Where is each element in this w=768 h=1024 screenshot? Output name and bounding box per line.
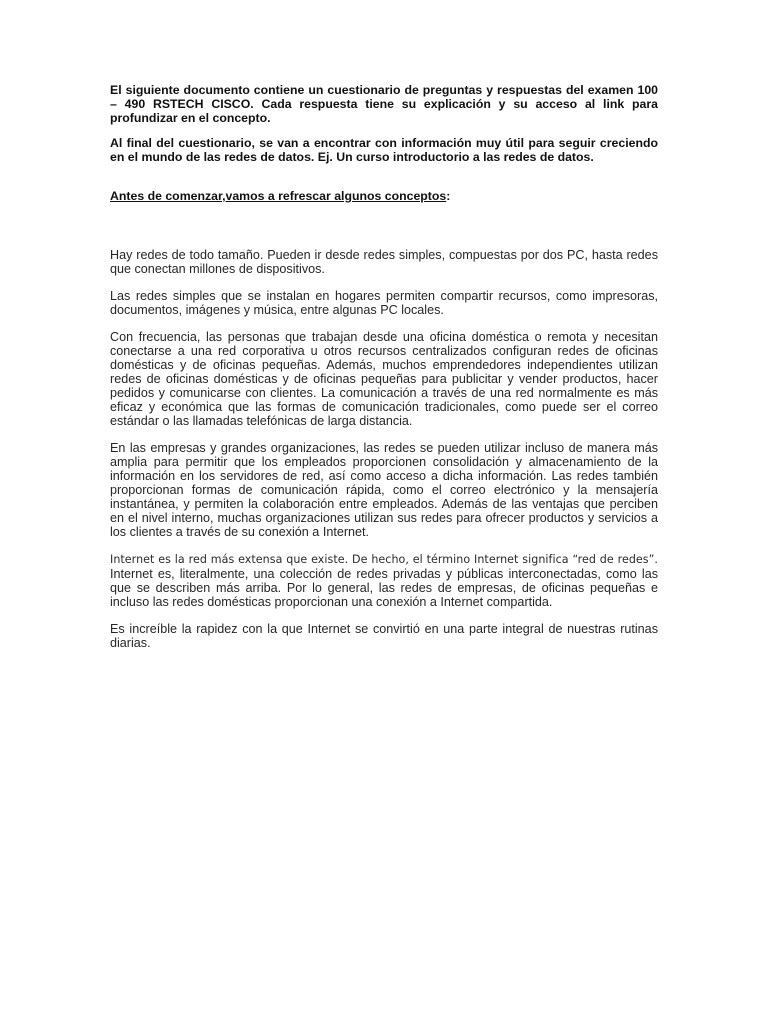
internet-paragraph-lead: Internet es la red más extensa que existe. De hecho, el término Internet significa “red de redes”. bbox=[110, 553, 658, 566]
internet-paragraph bbox=[110, 552, 658, 609]
body-paragraph: Con frecuencia, las personas que trabajan desde una oficina doméstica o remota y necesitan conectarse a una red corporativa u otros recursos centralizados configuran redes de oficinas domésticas y de oficinas pequeñas. Además, muchos emprendedores independientes utilizan redes de oficinas domésticas y de oficinas pequeñas para publicitar y vender productos, hacer pedidos y comunicarse con clientes. La comunicación a través de una red normalmente es más eficaz y económica que las formas de comunicación tradicionales, como puede ser el correo estándar o las llamadas telefónicas de larga distancia. bbox=[110, 330, 658, 428]
body-paragraph: Hay redes de todo tamaño. Pueden ir desde redes simples, compuestas por dos PC, hasta redes que conectan millones de dispositivos. bbox=[110, 248, 658, 276]
section-heading-colon: : bbox=[446, 189, 451, 203]
body-paragraph: Las redes simples que se instalan en hogares permiten compartir recursos, como impresoras, documentos, imágenes y música, entre algunas PC locales. bbox=[110, 289, 658, 317]
intro-paragraph: El siguiente documento contiene un cuestionario de preguntas y respuestas del examen 100 – 490 RSTECH CISCO. Cada respuesta tiene su explicación y su acceso al link para profundizar en el concepto. bbox=[110, 83, 658, 125]
body-paragraph: En las empresas y grandes organizaciones, las redes se pueden utilizar incluso de manera más amplia para permitir que los empleados proporcionen consolidación y almacenamiento de la información en los servidores de red, así como acceso a dicha información. Las redes también proporcionan formas de comunicación rápida, como el correo electrónico y la mensajería instantánea, y permiten la colaboración entre empleados. Además de las ventajas que perciben en el nivel interno, muchas organizaciones utilizan sus redes para ofrecer productos y servicios a los clientes a través de su conexión a Internet. bbox=[110, 441, 658, 539]
section-heading bbox=[110, 189, 658, 203]
closing-paragraph: Es increíble la rapidez con la que Internet se convirtió en una parte integral de nuestras rutinas diarias. bbox=[110, 622, 658, 650]
internet-paragraph-rest: Internet es, literalmente, una colección de redes privadas y públicas interconectadas, como las que se describen más arriba. Por lo general, las redes de empresas, de oficinas pequeñas e incluso las redes domésticas proporcionan una conexión a Internet compartida. bbox=[110, 567, 658, 609]
section-heading-text: Antes de comenzar,vamos a refrescar algunos conceptos bbox=[110, 189, 447, 203]
document-page bbox=[110, 83, 658, 663]
intro-paragraph: Al final del cuestionario, se van a encontrar con información muy útil para seguir creciendo en el mundo de las redes de datos. Ej. Un curso introductorio a las redes de datos. bbox=[110, 136, 658, 164]
